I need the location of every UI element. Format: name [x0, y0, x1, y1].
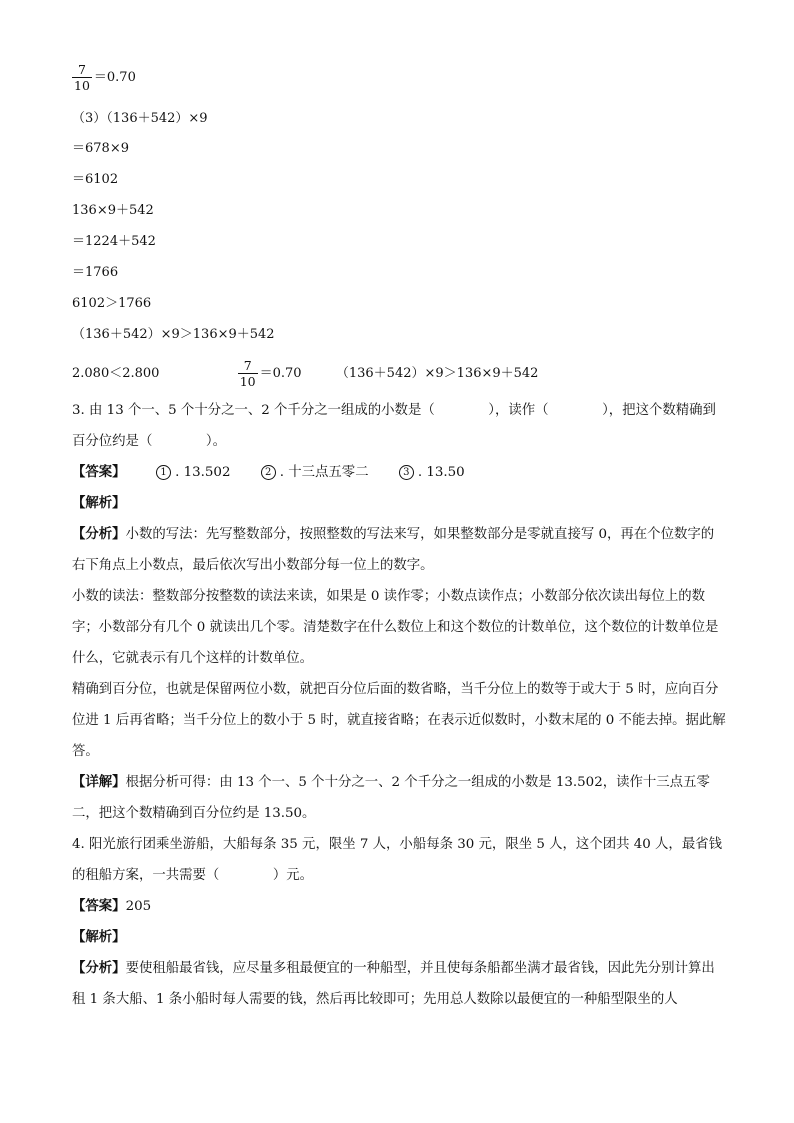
answer-tag: 【答案】 [72, 898, 126, 914]
q3-detail: 【详解】根据分析可得：由 13 个一、5 个十分之一、2 个千分之一组成的小数是 13.502，读作十三点五零二，把这个数精确到百分位约是 13.50。 [72, 774, 710, 821]
fraction [72, 62, 92, 93]
q3-fenxi-3: 精确到百分位，也就是保留两位小数，就把百分位后面的数省略，当千分位上的数等于或大于 5 时，应向百分位进 1 后再省略；当千分位上的数小于 5 时，就直接省略；在表示近似数时，小数末尾的 0 不能去掉。据此解答。 [72, 682, 726, 759]
answer-item: 1 . 13.502 [156, 457, 230, 488]
q3-analysis-tag: 【解析】 [72, 495, 126, 511]
summary-b: ＝0.70 [259, 366, 302, 381]
calc-line: 6102＞1766 [72, 296, 152, 311]
fraction-equation [72, 62, 136, 93]
calc-line: （136＋542）×9＞136×9＋542 [72, 327, 275, 342]
circled-number: 3 [399, 465, 414, 480]
q4-answer [72, 891, 726, 922]
calc-line: ＝1224＋542 [72, 234, 156, 249]
fenxi-tag: 【分析】 [72, 960, 126, 976]
q4-fenxi: 【分析】要使租船最省钱，应尽量多租最便宜的一种船型，并且使每条船都坐满才最省钱，因此先分别计算出租 1 条大船、1 条小船时每人需要的钱，然后再比较即可；先用总人数除以最便宜的一种船型限坐的人 [72, 960, 715, 1007]
question-3: 3. 由 13 个一、5 个十分之一、2 个千分之一组成的小数是（ ），读作（ ），把这个数精确到百分位约是（ ）。 [72, 403, 716, 449]
question-4: 4. 阳光旅行团乘坐游船，大船每条 35 元，限坐 7 人，小船每条 30 元，限坐 5 人，这个团共 40 人，最省钱的租船方案，一共需要（ ）元。 [72, 837, 722, 883]
q3-fenxi-1: 【分析】小数的写法：先写整数部分，按照整数的写法来写，如果整数部分是零就直接写 0，再在个位数字的右下角点上小数点，最后依次写出小数部分每一位上的数字。 [72, 526, 715, 573]
fraction-numerator: 7 [243, 358, 252, 373]
q4-analysis-tag: 【解析】 [72, 929, 126, 945]
detail-tag: 【详解】 [72, 774, 126, 790]
answer-item: 3 . 13.50 [399, 457, 465, 488]
answer-tag: 【答案】 [72, 464, 126, 480]
calc-line: ＝6102 [72, 172, 119, 187]
calc-line: ＝1766 [72, 265, 119, 280]
summary-c: （136＋542）×9＞136×9＋542 [335, 366, 539, 381]
calc-line: ＝678×9 [72, 141, 129, 156]
summary-fraction [238, 358, 258, 389]
fraction-denominator: 10 [239, 374, 256, 389]
fraction-result: ＝0.70 [93, 70, 136, 85]
q3-fenxi-2: 小数的读法：整数部分按整数的读法来读，如果是 0 读作零；小数点读作点；小数部分依次读出每位上的数字；小数部分有几个 0 就读出几个零。清楚数字在什么数位上和这个数位的计数单位，这个数位的计数单位是什么，它就表示有几个这样的计数单位。 [72, 589, 719, 666]
q3-answer [72, 457, 726, 488]
fraction-denominator: 10 [74, 78, 90, 93]
fenxi-tag: 【分析】 [72, 526, 126, 542]
calc-line: （3）（136＋542）×9 [72, 111, 208, 126]
circled-number: 1 [156, 465, 171, 480]
calc-line: 136×9＋542 [72, 203, 154, 218]
answer-value: 205 [125, 899, 152, 914]
summary-line [72, 356, 538, 392]
summary-a: 2.080＜2.800 [72, 366, 160, 381]
circled-number: 2 [261, 465, 276, 480]
fraction-numerator: 7 [77, 62, 86, 77]
answer-item: 2 . 十三点五零二 [261, 457, 369, 488]
